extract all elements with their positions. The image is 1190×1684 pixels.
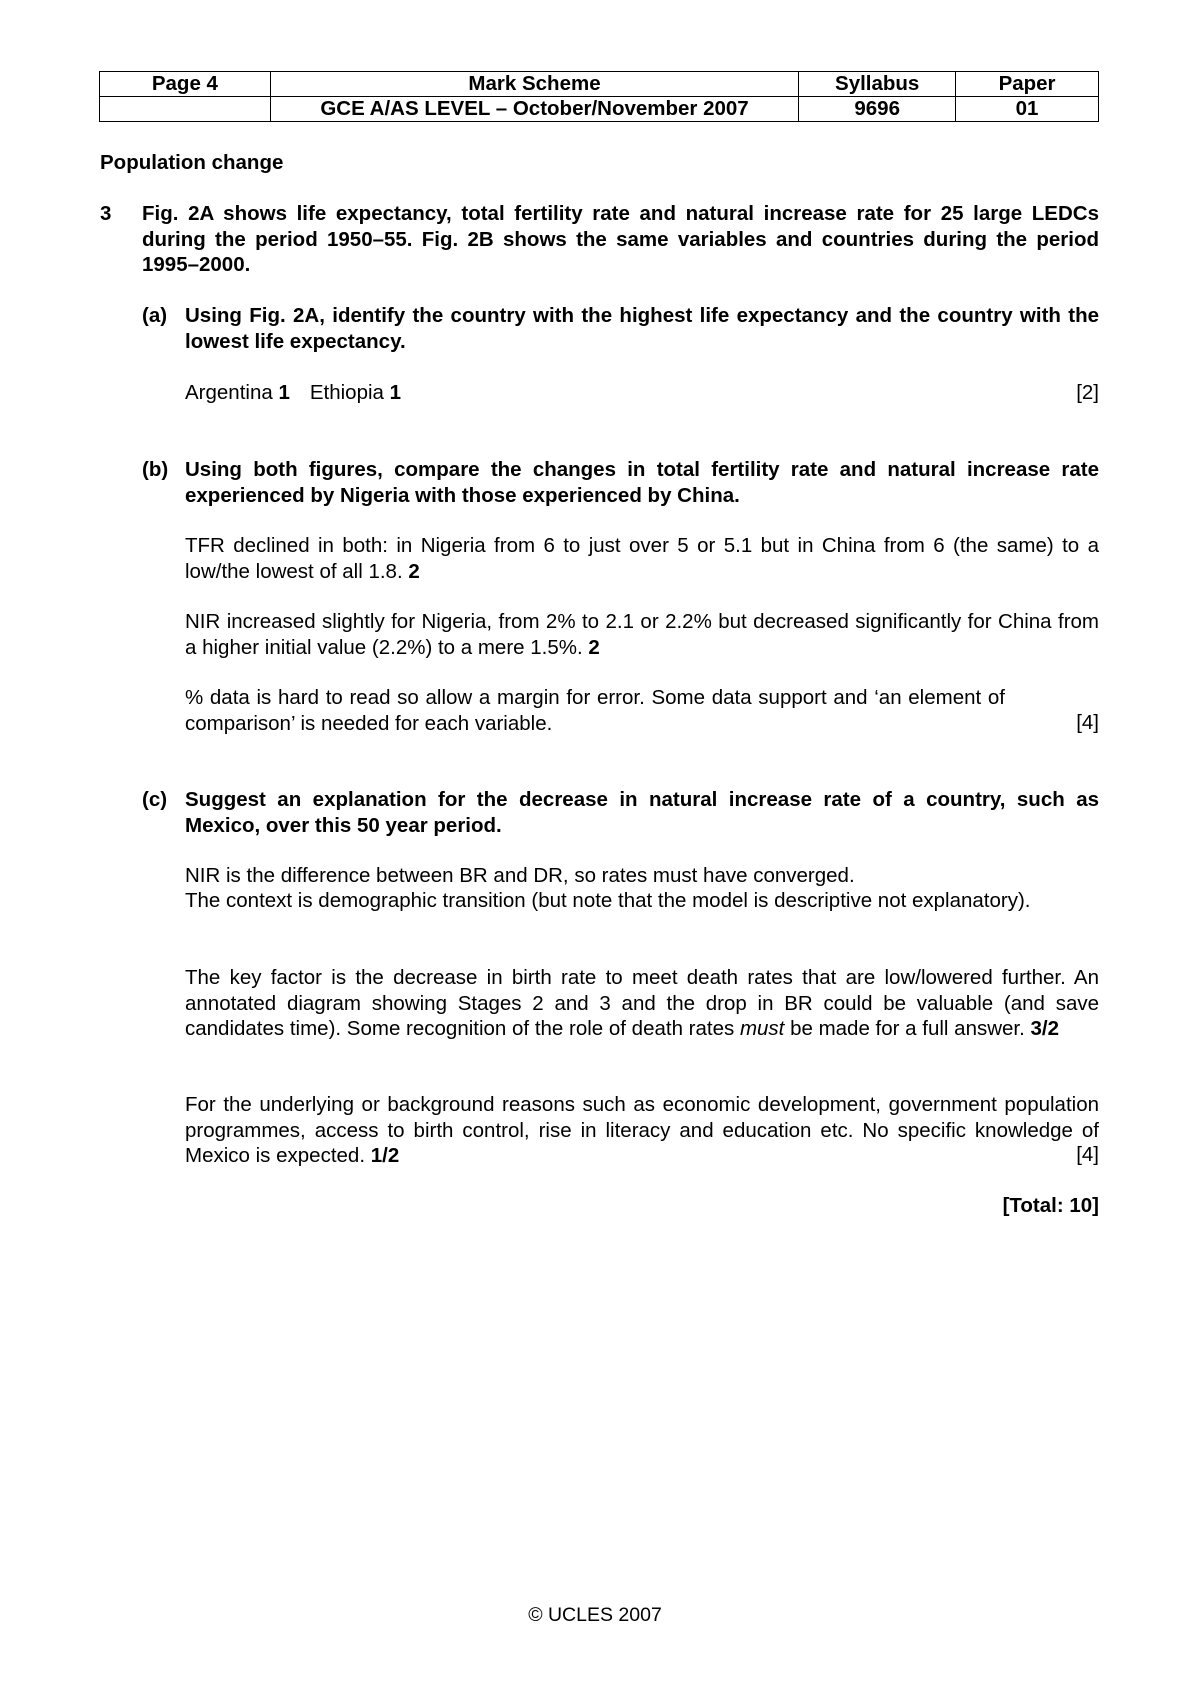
question-number: 3 — [100, 202, 112, 225]
part-a-answer-1-mark: 1 — [278, 381, 290, 404]
footer-copyright: © UCLES 2007 — [528, 1604, 662, 1626]
part-b-para2-mark: 2 — [588, 635, 600, 659]
part-b-para3: % data is hard to read so allow a margin for error. Some data support and ‘an element of comparison’ is needed for each variable. — [185, 686, 1005, 735]
header-table — [99, 71, 1099, 122]
syllabus-code: 9696 — [799, 97, 956, 122]
part-c-para3 — [185, 1092, 1099, 1169]
part-b-para1 — [185, 533, 1099, 584]
part-c-para1-line1: NIR is the difference between BR and DR, so rates must have converged. — [185, 864, 855, 887]
paper-code: 01 — [956, 97, 1099, 122]
part-c-marks: [4] — [1076, 1143, 1099, 1166]
header-row-values — [100, 97, 1099, 122]
section-title: Population change — [100, 151, 284, 174]
part-c-para1-line2: The context is demographic transition (but note that the model is descriptive not explanatory). — [185, 889, 1031, 912]
paper-label: Paper — [956, 72, 1099, 97]
part-a-question: Using Fig. 2A, identify the country with the highest life expectancy and the country with the lowest life expectancy. — [185, 304, 1099, 353]
part-a-answer-1: Argentina — [185, 381, 279, 404]
page-label: Page 4 — [100, 72, 271, 97]
part-a-answer-2-mark: 1 — [389, 381, 402, 404]
part-b-para2-text: NIR increased slightly for Nigeria, from 2% to 2.1 or 2.2% but decreased significantly for China from a higher initial value (2.2%) to a mere 1.5%. — [185, 610, 1099, 659]
part-b-para1-text: TFR declined in both: in Nigeria from 6 to just over 5 or 5.1 but in China from 6 (the same) to a low/the lowest of all 1.8. — [185, 534, 1099, 583]
part-b-para1-mark: 2 — [408, 559, 420, 583]
page-value-empty — [100, 97, 271, 122]
part-b-para2 — [185, 609, 1099, 660]
part-b-marks: [4] — [1076, 711, 1099, 734]
part-c-question: Suggest an explanation for the decrease in natural increase rate of a country, such as Mexico, over this 50 year period. — [185, 788, 1099, 837]
title-label: Mark Scheme — [270, 72, 798, 97]
part-c-para3-text: For the underlying or background reasons such as economic development, government population programmes, access to birth control, rise in literacy and education etc. No specific knowledge of Mexico is expected. — [185, 1093, 1099, 1167]
syllabus-label: Syllabus — [799, 72, 956, 97]
part-a-marks: [2] — [1076, 381, 1099, 404]
part-c-para2-mark: 3/2 — [1030, 1017, 1060, 1040]
question-text: Fig. 2A shows life expectancy, total fertility rate and natural increase rate for 25 large LEDCs during the period 1950–55. Fig. 2B shows the same variables and countries during the period 1995–2000. — [142, 202, 1099, 276]
part-c-para2-text-b: be made for a full answer. — [784, 1017, 1031, 1040]
exam-title: GCE A/AS LEVEL – October/November 2007 — [270, 97, 798, 122]
part-c-para2-emphasis: must — [739, 1017, 785, 1040]
total-marks: [Total: 10] — [1002, 1194, 1099, 1217]
part-c-para2-text-a: The key factor is the decrease in birth rate to meet death rates that are low/lowered further. An annotated diagram showing Stages 2 and 3 and the drop in BR could be valuable (and save candidates time). Some recognition of the role of death rates — [185, 966, 1099, 1040]
part-a-answer-2: Ethiopia — [309, 381, 390, 404]
header-row-labels — [100, 72, 1099, 97]
part-c-letter: (c) — [142, 788, 168, 811]
part-b-letter: (b) — [142, 458, 169, 481]
part-b-question: Using both figures, compare the changes in total fertility rate and natural increase rate experienced by Nigeria with those experienced by China. — [185, 458, 1099, 507]
part-a-letter: (a) — [142, 304, 168, 327]
part-a-answer — [185, 380, 1099, 406]
part-c-para3-mark: 1/2 — [370, 1144, 400, 1167]
part-c-para2 — [185, 965, 1099, 1042]
